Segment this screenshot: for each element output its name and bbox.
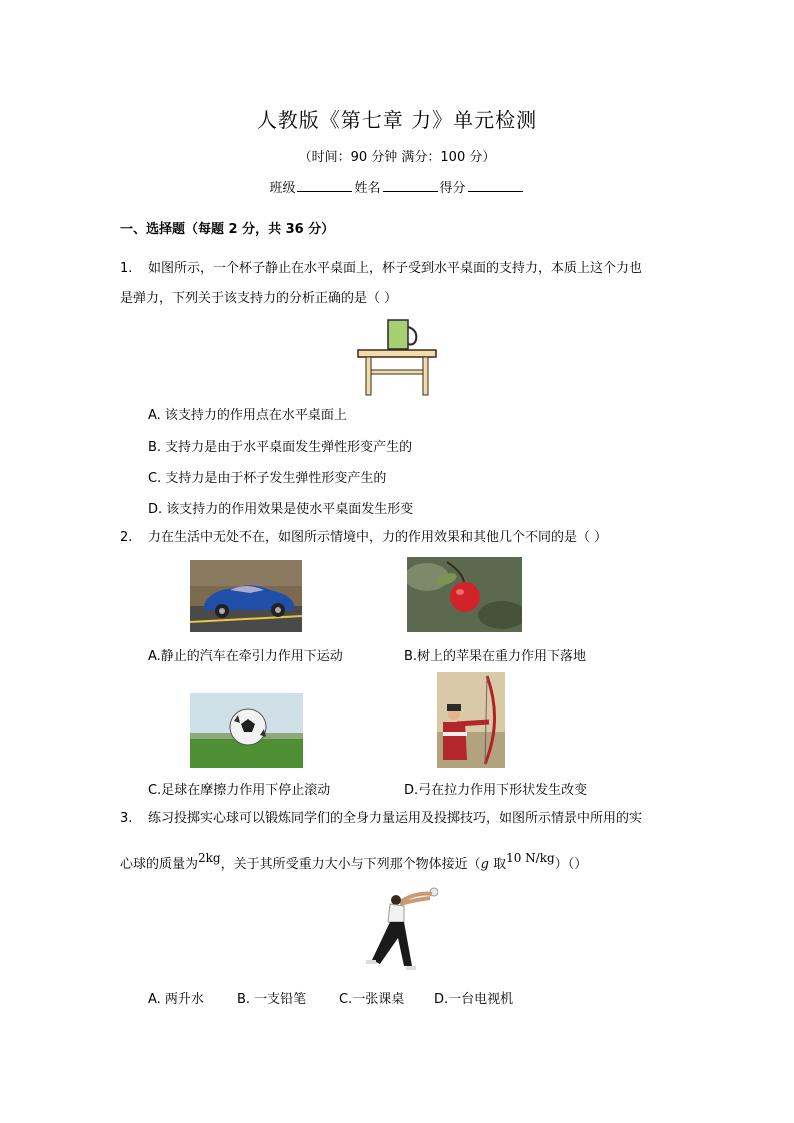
class-label: 班级 xyxy=(269,181,296,196)
q3-option-b[interactable]: B. 一支铅笔 xyxy=(237,992,307,1007)
g-symbol: g xyxy=(480,857,489,872)
question-3-line-2-c: ）（） xyxy=(554,857,588,872)
question-3-line-2-wrap xyxy=(120,843,680,880)
question-1-text xyxy=(120,254,680,314)
q1-option-a[interactable]: A. 该支持力的作用点在水平桌面上 xyxy=(148,408,347,423)
score-blank[interactable] xyxy=(468,179,523,192)
question-number: 2. xyxy=(120,530,133,545)
shot-thrower-figure xyxy=(360,886,438,976)
question-3-line-1: 练习投掷实心球可以锻炼同学们的全身力量运用及投掷技巧，如图所示情景中所用的实 xyxy=(148,811,643,826)
student-info-fields xyxy=(0,177,794,196)
g-value: 10 N/kg xyxy=(506,851,555,865)
question-2-text xyxy=(120,523,680,553)
question-3-text xyxy=(120,804,680,834)
name-label: 姓名 xyxy=(354,181,381,196)
g-take: 取 xyxy=(488,857,507,872)
question-2-line-1: 力在生活中无处不在，如图所示情境中，力的作用效果和其他几个不同的是（ ） xyxy=(148,530,608,545)
page-title: 人教版《第七章 力》单元检测 xyxy=(256,108,538,132)
cup-on-table-figure xyxy=(356,318,438,398)
q2-caption-a[interactable]: A.静止的汽车在牵引力作用下运动 xyxy=(148,649,343,664)
archer-photo xyxy=(437,672,505,768)
question-1-line-2: 是弹力，下列关于该支持力的分析正确的是（ ） xyxy=(120,291,398,306)
q3-option-c[interactable]: C.一张课桌 xyxy=(339,992,405,1007)
soccer-ball-photo xyxy=(190,693,303,768)
car-photo xyxy=(190,560,302,632)
q2-caption-d[interactable]: D.弓在拉力作用下形状发生改变 xyxy=(404,783,588,798)
question-3-line-2-a: 心球的质量为 xyxy=(120,857,199,872)
question-1-line-1: 如图所示，一个杯子静止在水平桌面上，杯子受到水平桌面的支持力，本质上这个力也 xyxy=(148,261,643,276)
q3-option-a[interactable]: A. 两升水 xyxy=(148,992,204,1007)
q1-option-b[interactable]: B. 支持力是由于水平桌面发生弹性形变产生的 xyxy=(148,440,413,455)
q1-option-c[interactable]: C. 支持力是由于杯子发生弹性形变产生的 xyxy=(148,471,387,486)
name-blank[interactable] xyxy=(383,179,438,192)
question-number: 1. xyxy=(120,261,133,276)
question-3-line-2-b: ，关于其所受重力大小与下列那个物体接近（ xyxy=(220,857,481,872)
question-number: 3. xyxy=(120,811,133,826)
class-blank[interactable] xyxy=(297,179,352,192)
apple-photo xyxy=(407,557,522,632)
q2-caption-c[interactable]: C.足球在摩擦力作用下停止滚动 xyxy=(148,783,331,798)
q3-option-d[interactable]: D.一台电视机 xyxy=(434,992,514,1007)
score-label: 得分 xyxy=(439,181,466,196)
q2-caption-b[interactable]: B.树上的苹果在重力作用下落地 xyxy=(404,649,587,664)
exam-meta: （时间：90 分钟 满分：100 分） xyxy=(298,150,496,165)
q1-option-d[interactable]: D. 该支持力的作用效果是使水平桌面发生形变 xyxy=(148,502,414,517)
section-heading: 一、选择题（每题 2 分，共 36 分） xyxy=(120,222,335,237)
mass-value: 2kg xyxy=(198,851,221,865)
